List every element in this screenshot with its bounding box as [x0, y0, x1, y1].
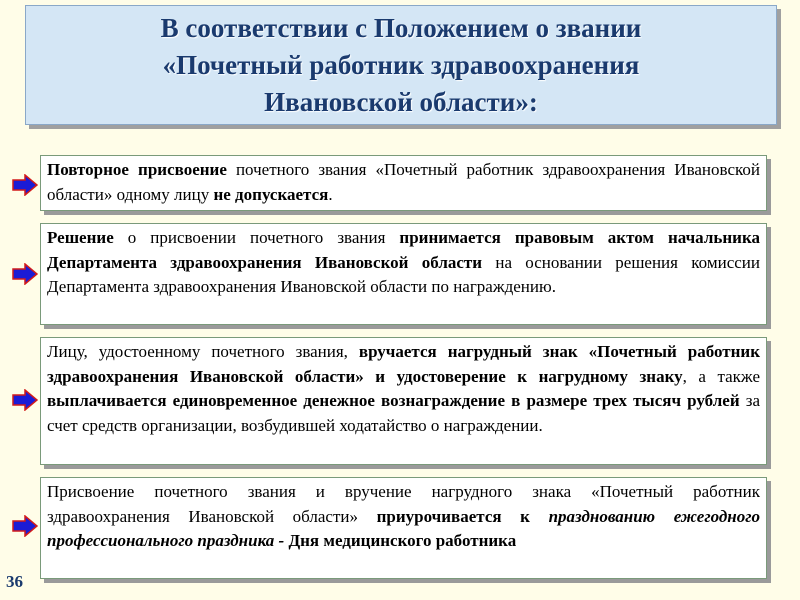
title-banner: [25, 5, 777, 125]
rule-box-timing: [40, 477, 767, 579]
rule-text-segment: Дня медицинского работника: [288, 531, 517, 550]
rule-text-segment: выплачивается единовременное денежное вознаграждение в размере трех тысяч рублей: [47, 391, 740, 410]
rule-text-segment: , а также: [682, 366, 760, 386]
rule-box-repeat-award: [40, 155, 767, 211]
rule-text-segment: .: [328, 184, 333, 204]
rule-text: [47, 480, 760, 554]
rule-text-segment: не допускается: [213, 184, 329, 204]
rule-text-segment: принимается правовым актом начальника Департамента здравоохранения Ивановской области: [47, 228, 760, 272]
rule-box-badge-award: [40, 337, 767, 465]
title-line-2: «Почетный работник здравоохранения: [162, 49, 640, 80]
rule-text-segment: за счет средств организации, возбудившей ходатайство о награждении.: [47, 391, 760, 435]
rule-text-segment: Присвоение почетного звания и вручение нагрудного знака «Почетный работник здравоохранения Ивановской области»: [47, 482, 760, 526]
arrow-right-icon: [12, 174, 38, 196]
rule-text-segment: на основании решения комиссии Департамента здравоохранения Ивановской области по награждению.: [47, 252, 760, 296]
arrow-right-icon: [12, 515, 38, 537]
page-number: 36: [6, 572, 23, 591]
rule-text: [47, 226, 760, 300]
rule-text-segment: почетного звания «Почетный работник здравоохранения Ивановской области» одному лицу: [47, 160, 760, 204]
rule-text-segment: вручается нагрудный знак «Почетный работник здравоохранения Ивановской области» и удостоверение к нагрудному знаку: [47, 342, 760, 386]
arrow-right-icon: [12, 263, 38, 285]
rule-text-segment: Лицу, удостоенному почетного звания,: [47, 342, 359, 361]
rule-box-decision: [40, 223, 767, 325]
rule-text-segment: Решение: [47, 228, 114, 247]
title-line-1: В соответствии с Положением о звании: [160, 12, 642, 43]
rule-text-segment: празднованию ежегодного профессионального праздника -: [47, 506, 761, 550]
title-line-3: Ивановской области»:: [264, 86, 538, 117]
rule-text-segment: Повторное присвоение: [47, 160, 227, 179]
arrow-right-icon: [12, 389, 38, 411]
rule-text-segment: приурочивается к: [376, 506, 549, 526]
rule-text: [47, 158, 760, 207]
rule-text: [47, 340, 760, 438]
rule-text-segment: о присвоении почетного звания: [113, 228, 400, 247]
